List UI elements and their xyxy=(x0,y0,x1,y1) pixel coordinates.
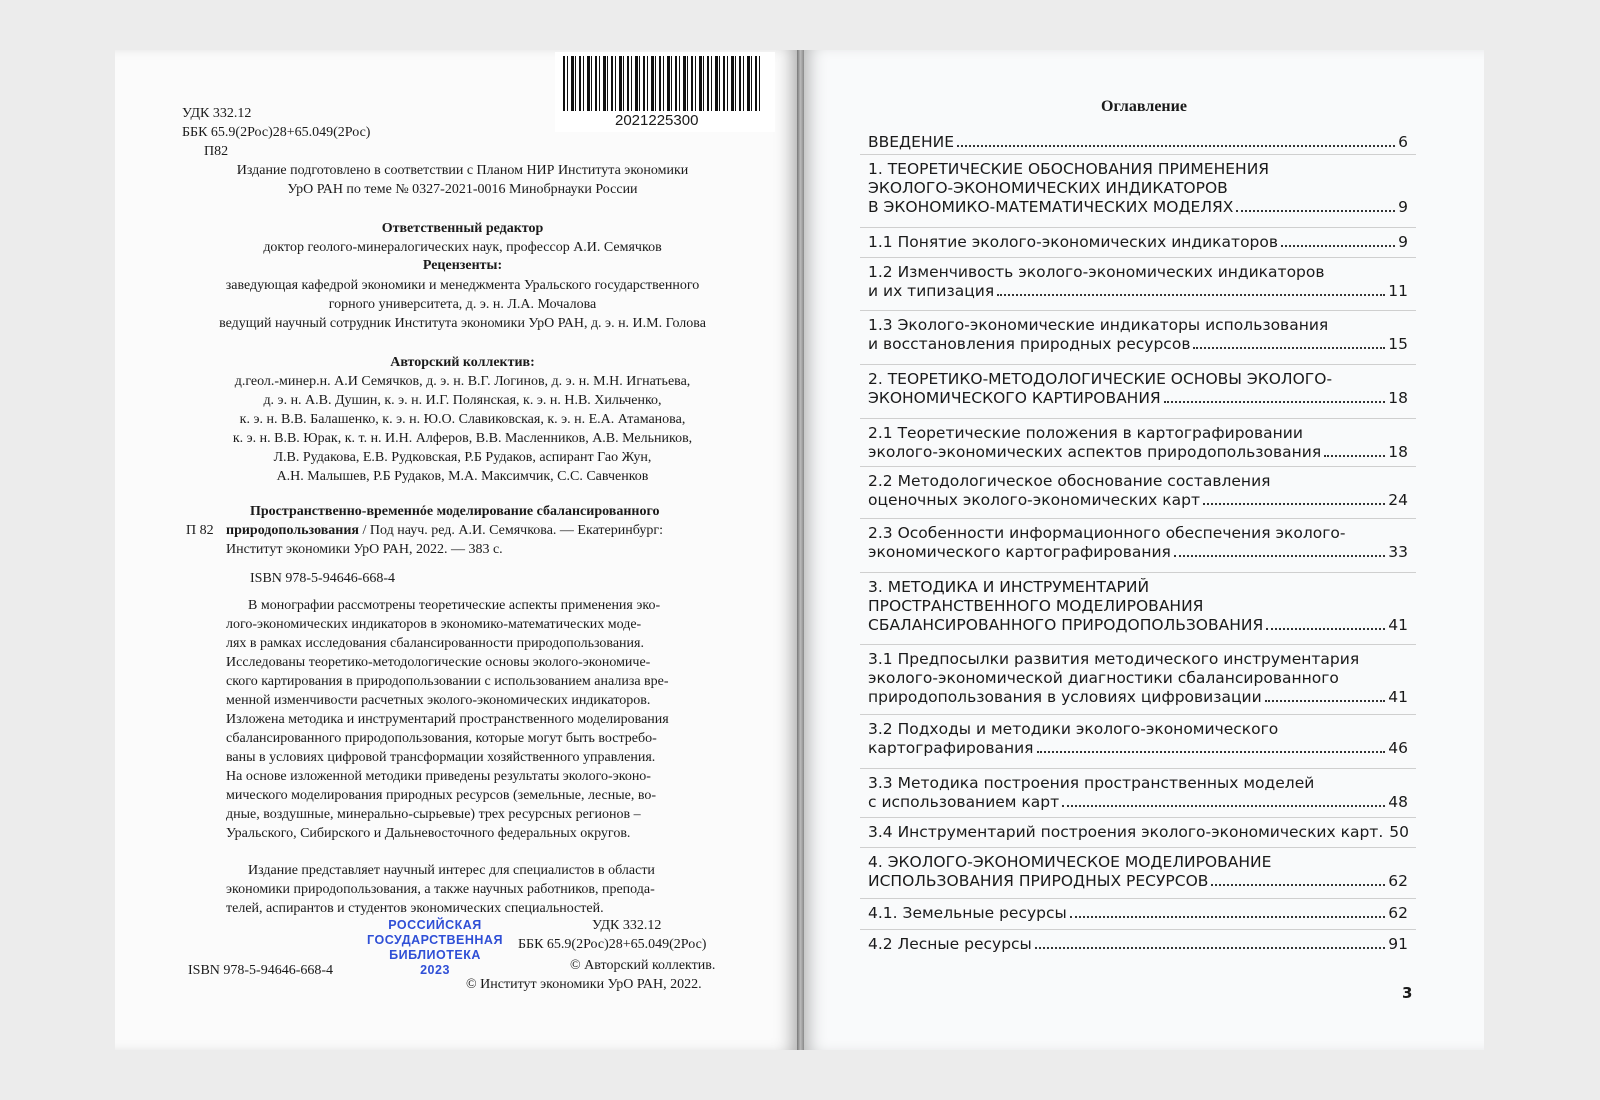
toc-entry-text: ЭКОЛОГО-ЭКОНОМИЧЕСКИХ ИНДИКАТОРОВ xyxy=(868,179,1228,197)
toc-entry-text: эколого-экономической диагностики сбалансированного xyxy=(868,669,1339,687)
toc-separator xyxy=(860,898,1416,899)
bbk-bottom: ББК 65.9(2Рос)28+65.049(2Рос) xyxy=(518,937,707,952)
toc-page-number: 41 xyxy=(1388,688,1408,706)
editor-name: доктор геолого-минералогических наук, профессор А.И. Семячков xyxy=(263,240,662,255)
abstract-line: лях в рамках исследования сбалансированности природопользования. xyxy=(226,636,644,651)
toc-separator xyxy=(860,257,1416,258)
authors-line: Л.В. Рудакова, Е.В. Рудковская, Р.Б Рудаков, аспирант Гао Жун, xyxy=(273,450,652,465)
toc-entry-text: СБАЛАНСИРОВАННОГО ПРИРОДОПОЛЬЗОВАНИЯ xyxy=(868,616,1264,634)
abstract-line: ваны в условиях цифровой трансформации хозяйственного управления. xyxy=(226,750,656,765)
stamp-line: ГОСУДАРСТВЕННАЯ xyxy=(367,933,503,947)
isbn-top: ISBN 978-5-94646-668-4 xyxy=(250,571,396,586)
author-sign-code: П82 xyxy=(204,144,229,159)
library-stamp xyxy=(360,918,510,978)
toc-entry-text: оценочных эколого-экономических карт xyxy=(868,491,1200,509)
toc-entry-text: экономического картографирования xyxy=(868,543,1171,561)
toc-separator xyxy=(860,817,1416,818)
abstract-line: дные, воздушные, минерально-сырьевые) трех ресурсных регионов – xyxy=(226,807,641,822)
copyright-institute: © Институт экономики УрО РАН, 2022. xyxy=(466,977,702,992)
toc-entry-text: ПРОСТРАНСТВЕННОГО МОДЕЛИРОВАНИЯ xyxy=(868,597,1204,615)
abstract-line: лого-экономических индикаторов в экономико-математических моде- xyxy=(226,617,642,632)
abstract-line: В монографии рассмотрены теоретические аспекты применения эко- xyxy=(248,598,661,613)
toc-entry-text: с использованием карт xyxy=(868,793,1060,811)
toc-entry-last-line xyxy=(868,872,1408,891)
book-title-line-3: Институт экономики УрО РАН, 2022. — 383 с. xyxy=(226,542,503,557)
toc-entry-text: 1.1 Понятие эколого-экономических индикаторов xyxy=(868,233,1279,251)
prepared-line-2: УрО РАН по теме № 0327-2021-0016 Минобрнауки России xyxy=(287,182,638,197)
toc-page-number: 11 xyxy=(1388,282,1408,300)
toc-leader-dots xyxy=(957,145,1395,147)
toc-separator xyxy=(860,310,1416,311)
toc-entry-text: 3.2 Подходы и методики эколого-экономического xyxy=(868,720,1279,738)
barcode-number: 2021225300 xyxy=(615,112,699,129)
udk-bottom: УДК 332.12 xyxy=(592,918,662,933)
toc-leader-dots xyxy=(1324,455,1385,457)
toc-entry-text: ВВЕДЕНИЕ xyxy=(868,133,955,151)
toc-entry-last-line xyxy=(868,793,1408,812)
toc-entry[interactable] xyxy=(868,370,1408,408)
toc-entry-last-line xyxy=(868,133,1408,152)
toc-entry-text: 3.3 Методика построения пространственных моделей xyxy=(868,774,1315,792)
toc-entry-text: 4.2 Лесные ресурсы xyxy=(868,935,1032,953)
abstract-line: мического моделирования природных ресурсов (земельные, лесные, во- xyxy=(226,788,657,803)
toc-page-number: 91 xyxy=(1388,935,1408,953)
toc-separator xyxy=(860,714,1416,715)
toc-page-number: 62 xyxy=(1388,872,1408,890)
toc-entry-text: природопользования в условиях цифровизации xyxy=(868,688,1262,706)
toc-entry-text: и их типизация xyxy=(868,282,995,300)
toc-entry-text: ЭКОНОМИЧЕСКОГО КАРТИРОВАНИЯ xyxy=(868,389,1161,407)
toc-entry[interactable] xyxy=(868,720,1408,758)
authors-line: к. э. н. В.В. Юрак, к. т. н. И.Н. Алферов, В.В. Масленников, А.В. Мельников, xyxy=(232,431,693,446)
toc-entry-text: 3. МЕТОДИКА И ИНСТРУМЕНТАРИЙ xyxy=(868,578,1150,596)
authors-line: д.геол.-минер.н. А.И Семячков, д. э. н. В.Г. Логинов, д. э. н. М.Н. Игнатьева, xyxy=(234,374,691,389)
toc-entry[interactable] xyxy=(868,424,1408,462)
toc-entry-last-line xyxy=(868,543,1408,562)
isbn-bottom: ISBN 978-5-94646-668-4 xyxy=(188,963,334,978)
toc-entry-text: 4.1. Земельные ресурсы xyxy=(868,904,1067,922)
toc-entry-text: 2.2 Методологическое обоснование составления xyxy=(868,472,1271,490)
toc-entry-text: 1.3 Эколого-экономические индикаторы использования xyxy=(868,316,1329,334)
toc-page-number: 6 xyxy=(1398,133,1408,151)
toc-page-number: 24 xyxy=(1388,491,1408,509)
toc-leader-dots xyxy=(997,294,1385,296)
toc-entry-last-line xyxy=(868,616,1408,635)
toc-page-number: 50 xyxy=(1389,823,1409,841)
toc-leader-dots xyxy=(1035,947,1385,949)
toc-title: Оглавление xyxy=(1101,98,1187,115)
toc-entry[interactable] xyxy=(868,774,1408,812)
interest-paragraph xyxy=(226,861,730,918)
toc-leader-dots xyxy=(1062,805,1385,807)
abstract xyxy=(226,596,730,843)
toc-entry-text: 3.4 Инструментарий построения эколого-экономических карт. xyxy=(868,823,1384,841)
toc-separator xyxy=(860,572,1416,573)
abstract-line: менной изменчивости расчетных эколого-экономических индикаторов. xyxy=(226,693,651,708)
authors-line: д. э. н. А.В. Душин, к. э. н. И.Г. Полянская, к. э. н. Н.В. Хильченко, xyxy=(263,393,662,408)
toc-separator xyxy=(860,518,1416,519)
barcode-bars xyxy=(563,56,763,111)
toc-separator xyxy=(860,418,1416,419)
toc-entry[interactable] xyxy=(868,233,1408,252)
toc-page-number: 18 xyxy=(1388,443,1408,461)
toc-entry[interactable] xyxy=(868,524,1408,562)
toc-page-number: 18 xyxy=(1388,389,1408,407)
toc-entry-text: 2. ТЕОРЕТИКО-МЕТОДОЛОГИЧЕСКИЕ ОСНОВЫ ЭКОЛОГО- xyxy=(868,370,1333,388)
toc-separator xyxy=(860,929,1416,930)
stamp-line: БИБЛИОТЕКА xyxy=(389,948,481,962)
abstract-line: Изложена методика и инструментарий пространственного моделирования xyxy=(226,712,669,727)
toc-entry-text: картографирования xyxy=(868,739,1034,757)
toc-entry-text: 4. ЭКОЛОГО-ЭКОНОМИЧЕСКОЕ МОДЕЛИРОВАНИЕ xyxy=(868,853,1272,871)
toc-leader-dots xyxy=(1266,628,1385,630)
book-gutter xyxy=(797,50,804,1050)
bbk-code: ББК 65.9(2Рос)28+65.049(2Рос) xyxy=(182,125,371,140)
toc-entry-last-line xyxy=(868,198,1408,217)
abstract-line: Уральского, Сибирского и Дальневосточного федеральных округов. xyxy=(226,826,631,841)
toc-entry[interactable] xyxy=(868,133,1408,152)
toc-separator xyxy=(860,154,1416,155)
toc-entry[interactable] xyxy=(868,316,1408,354)
toc-entry-last-line xyxy=(868,282,1408,301)
authors-line: А.Н. Малышев, Р.Б Рудаков, М.А. Максимчик, С.С. Савченков xyxy=(276,469,649,484)
author-sign-code-2: П 82 xyxy=(186,523,214,538)
toc-entry[interactable] xyxy=(868,472,1408,510)
toc-separator xyxy=(860,364,1416,365)
toc-entry-last-line xyxy=(868,823,1408,842)
toc-entry[interactable] xyxy=(868,263,1408,301)
toc-page-number: 33 xyxy=(1388,543,1408,561)
toc-entry-last-line xyxy=(868,739,1408,758)
toc-leader-dots xyxy=(1070,916,1386,918)
toc-entry-text: 2.3 Особенности информационного обеспечения эколого- xyxy=(868,524,1346,542)
authors-heading: Авторский коллектив: xyxy=(390,355,535,370)
page-number: 3 xyxy=(1402,984,1413,1002)
toc-entry-last-line xyxy=(868,443,1408,462)
toc-entry-last-line xyxy=(868,935,1408,954)
toc-entry[interactable] xyxy=(868,578,1408,635)
toc-entry-last-line xyxy=(868,233,1408,252)
toc-entry[interactable] xyxy=(868,160,1408,217)
reviewer-1-line-1: заведующая кафедрой экономики и менеджмента Уральского государственного xyxy=(225,278,700,293)
abstract-line: сбалансированного природопользования, которые могут быть востребо- xyxy=(226,731,657,746)
toc-entry-last-line xyxy=(868,904,1408,923)
toc-entry[interactable] xyxy=(868,650,1408,707)
udk-code: УДК 332.12 xyxy=(182,106,252,121)
toc-leader-dots xyxy=(1037,751,1386,753)
interest-line: экономики природопользования, а также научных работников, препода- xyxy=(226,882,655,897)
toc-entry-last-line xyxy=(868,389,1408,408)
toc-entry[interactable] xyxy=(868,823,1408,842)
toc-leader-dots xyxy=(1281,245,1395,247)
toc-entry-last-line xyxy=(868,491,1408,510)
toc-entry-text: и восстановления природных ресурсов xyxy=(868,335,1191,353)
reviewers-heading: Рецензенты: xyxy=(422,258,503,273)
toc-entry-text: 1. ТЕОРЕТИЧЕСКИЕ ОБОСНОВАНИЯ ПРИМЕНЕНИЯ xyxy=(868,160,1270,178)
toc-entry[interactable] xyxy=(868,904,1408,923)
copyright-authors: © Авторский коллектив. xyxy=(570,958,716,973)
toc-separator xyxy=(860,227,1416,228)
toc-page-number: 41 xyxy=(1388,616,1408,634)
stamp-line: РОССИЙСКАЯ xyxy=(388,918,482,932)
toc-entry-text: 1.2 Изменчивость эколого-экономических индикаторов xyxy=(868,263,1325,281)
toc-entry-text: 2.1 Теоретические положения в картографировании xyxy=(868,424,1303,442)
toc-page-number: 9 xyxy=(1398,233,1408,251)
authors-line: к. э. н. В.В. Балашенко, к. э. н. Ю.О. Славиковская, к. э. н. Е.А. Атаманова, xyxy=(239,412,686,427)
toc-leader-dots xyxy=(1211,884,1385,886)
toc-leader-dots xyxy=(1265,700,1386,702)
book-title-bold: природопользования xyxy=(226,523,359,538)
toc-page-number: 48 xyxy=(1388,793,1408,811)
toc-page-number: 9 xyxy=(1398,198,1408,216)
book-title-line-2 xyxy=(226,521,663,540)
toc-entry[interactable] xyxy=(868,935,1408,954)
toc-entry-last-line xyxy=(868,335,1408,354)
toc-separator xyxy=(860,847,1416,848)
toc-leader-dots xyxy=(1164,401,1386,403)
editor-heading: Ответственный редактор xyxy=(381,221,544,236)
stamp-line: 2023 xyxy=(420,963,450,977)
toc-entry[interactable] xyxy=(868,853,1408,891)
toc-leader-dots xyxy=(1236,210,1395,212)
prepared-line-1: Издание подготовлено в соответствии с Планом НИР Института экономики xyxy=(236,163,689,178)
book-title-rest: / Под науч. ред. А.И. Семячкова. — Екатеринбург: xyxy=(359,523,663,538)
reviewer-2: ведущий научный сотрудник Института экономики УрО РАН, д. э. н. И.М. Голова xyxy=(219,316,706,331)
authors-list xyxy=(160,372,765,486)
toc-page-number: 15 xyxy=(1388,335,1408,353)
toc-entry-text: ИСПОЛЬЗОВАНИЯ ПРИРОДНЫХ РЕСУРСОВ xyxy=(868,872,1209,890)
abstract-line: На основе изложенной методики приведены результаты эколого-эконо- xyxy=(226,769,651,784)
abstract-line: Исследованы теоретико-методологические основы эколого-экономиче- xyxy=(226,655,651,670)
toc-leader-dots xyxy=(1203,503,1385,505)
abstract-line: ского картирования в природопользовании с использованием анализа вре- xyxy=(226,674,669,689)
toc-separator xyxy=(860,466,1416,467)
toc-entry-last-line xyxy=(868,688,1408,707)
toc-page-number: 46 xyxy=(1388,739,1408,757)
toc-separator xyxy=(860,768,1416,769)
toc-entry-text: эколого-экономических аспектов природопользования xyxy=(868,443,1322,461)
book-title-line-1: Пространственно-временнóе моделирование сбалансированного xyxy=(250,504,660,519)
interest-line: телей, аспирантов и студентов экономических специальностей. xyxy=(226,901,604,916)
toc-separator xyxy=(860,644,1416,645)
interest-line: Издание представляет научный интерес для специалистов в области xyxy=(248,863,655,878)
barcode-label xyxy=(555,52,775,132)
toc-leader-dots xyxy=(1174,555,1385,557)
toc-page-number: 62 xyxy=(1388,904,1408,922)
toc-entry-text: 3.1 Предпосылки развития методического инструментария xyxy=(868,650,1360,668)
toc-leader-dots xyxy=(1193,347,1385,349)
toc-entry-text: В ЭКОНОМИКО-МАТЕМАТИЧЕСКИХ МОДЕЛЯХ xyxy=(868,198,1234,216)
reviewer-1-line-2: горного университета, д. э. н. Л.А. Мочалова xyxy=(328,297,597,312)
